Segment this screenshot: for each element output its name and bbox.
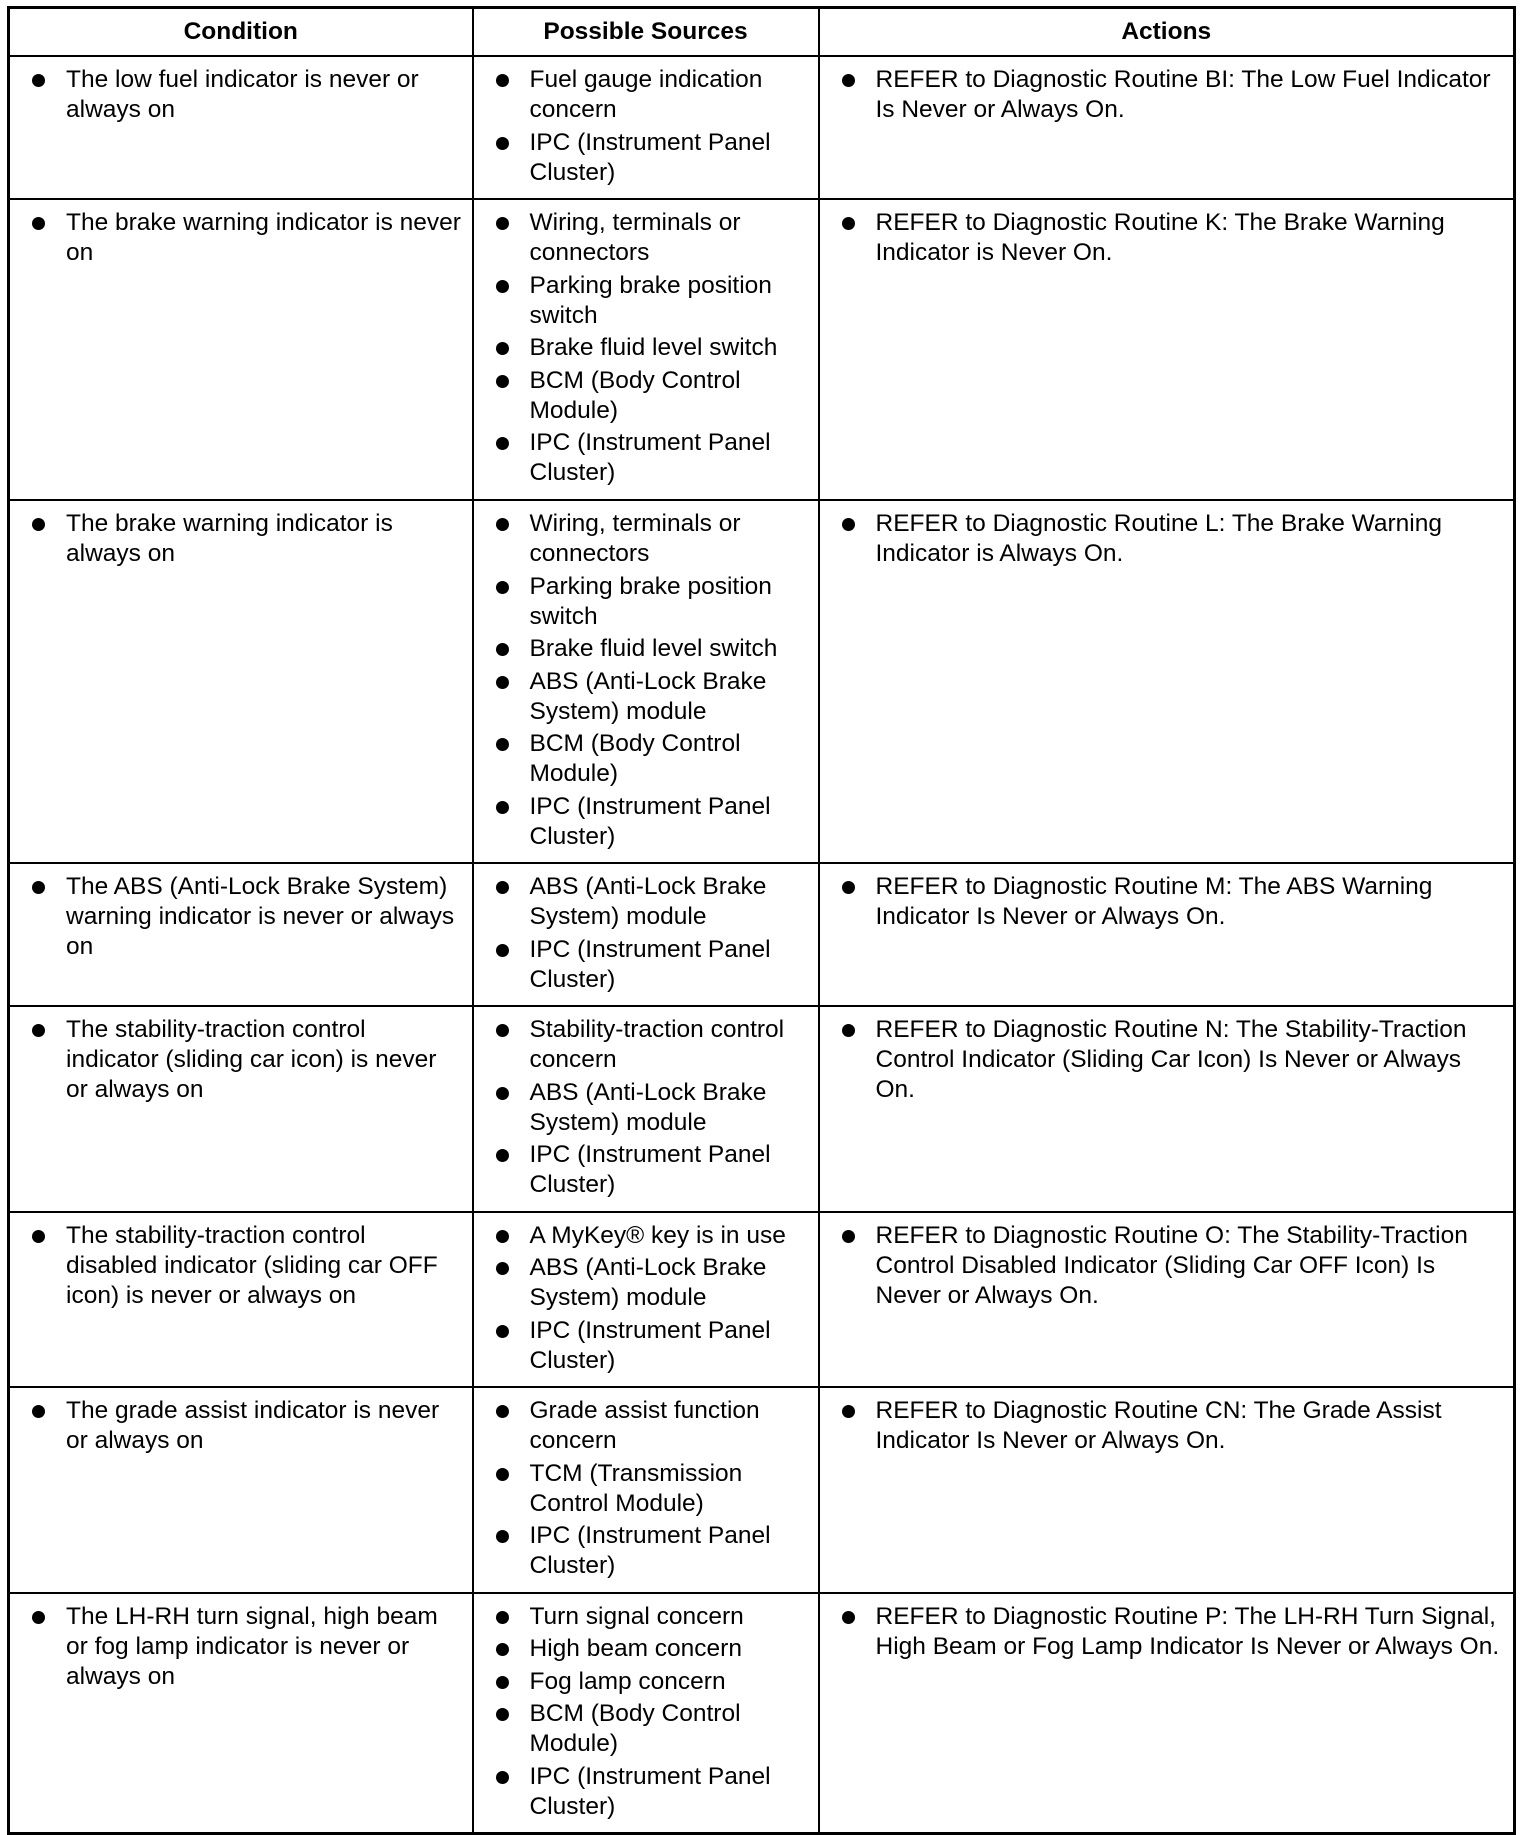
table-row (9, 863, 1515, 1006)
source-item: Turn signal concern (494, 1602, 810, 1632)
source-item: TCM (Transmission Control Module) (494, 1459, 810, 1519)
possible-sources-cell (473, 863, 819, 1006)
possible-sources-cell (473, 1387, 819, 1593)
sources-list (494, 1396, 810, 1581)
source-item: BCM (Body Control Module) (494, 366, 810, 426)
table-row (9, 56, 1515, 199)
diagnostic-table-container (7, 6, 1513, 1835)
header-possible-sources: Possible Sources (473, 8, 819, 57)
action-text: REFER to Diagnostic Routine M: The ABS Warning Indicator Is Never or Always On. (840, 872, 1506, 932)
action-list (840, 1015, 1506, 1105)
possible-sources-cell (473, 1212, 819, 1388)
action-list (840, 1396, 1506, 1456)
source-item: IPC (Instrument Panel Cluster) (494, 1762, 810, 1822)
condition-list (30, 1396, 464, 1456)
source-item: Fuel gauge indication concern (494, 65, 810, 125)
sources-list (494, 1015, 810, 1200)
condition-cell (9, 1593, 473, 1834)
header-actions: Actions (819, 8, 1515, 57)
action-cell (819, 1212, 1515, 1388)
possible-sources-cell (473, 1006, 819, 1212)
condition-text: The ABS (Anti-Lock Brake System) warning indicator is never or always on (30, 872, 464, 962)
action-cell (819, 1006, 1515, 1212)
table-row (9, 1387, 1515, 1593)
condition-text: The stability-traction control indicator (sliding car icon) is never or always on (30, 1015, 464, 1105)
possible-sources-cell (473, 500, 819, 863)
table-body (9, 56, 1515, 1834)
action-list (840, 208, 1506, 268)
condition-cell (9, 863, 473, 1006)
condition-cell (9, 500, 473, 863)
action-text: REFER to Diagnostic Routine CN: The Grade Assist Indicator Is Never or Always On. (840, 1396, 1506, 1456)
source-item: Brake fluid level switch (494, 634, 810, 664)
action-list (840, 872, 1506, 932)
sources-list (494, 872, 810, 995)
possible-sources-cell (473, 56, 819, 199)
action-cell (819, 199, 1515, 500)
source-item: IPC (Instrument Panel Cluster) (494, 428, 810, 488)
condition-list (30, 1602, 464, 1692)
condition-text: The LH-RH turn signal, high beam or fog lamp indicator is never or always on (30, 1602, 464, 1692)
condition-text: The brake warning indicator is never on (30, 208, 464, 268)
source-item: Wiring, terminals or connectors (494, 509, 810, 569)
table-row (9, 199, 1515, 500)
sources-list (494, 65, 810, 188)
table-row (9, 1006, 1515, 1212)
action-text: REFER to Diagnostic Routine K: The Brake Warning Indicator is Never On. (840, 208, 1506, 268)
diagnostic-table (7, 6, 1516, 1835)
source-item: IPC (Instrument Panel Cluster) (494, 1140, 810, 1200)
action-list (840, 65, 1506, 125)
sources-list (494, 1602, 810, 1822)
table-row (9, 1212, 1515, 1388)
condition-text: The grade assist indicator is never or always on (30, 1396, 464, 1456)
source-item: ABS (Anti-Lock Brake System) module (494, 1078, 810, 1138)
condition-list (30, 872, 464, 962)
source-item: Parking brake position switch (494, 271, 810, 331)
source-item: IPC (Instrument Panel Cluster) (494, 792, 810, 852)
condition-text: The stability-traction control disabled indicator (sliding car OFF icon) is never or always on (30, 1221, 464, 1311)
source-item: BCM (Body Control Module) (494, 729, 810, 789)
condition-list (30, 509, 464, 569)
condition-list (30, 65, 464, 125)
condition-list (30, 1221, 464, 1311)
action-cell (819, 56, 1515, 199)
source-item: High beam concern (494, 1634, 810, 1664)
action-cell (819, 863, 1515, 1006)
source-item: ABS (Anti-Lock Brake System) module (494, 1253, 810, 1313)
source-item: IPC (Instrument Panel Cluster) (494, 1521, 810, 1581)
source-item: Stability-traction control concern (494, 1015, 810, 1075)
possible-sources-cell (473, 199, 819, 500)
condition-cell (9, 1212, 473, 1388)
header-condition: Condition (9, 8, 473, 57)
condition-text: The low fuel indicator is never or always on (30, 65, 464, 125)
source-item: A MyKey® key is in use (494, 1221, 810, 1251)
action-list (840, 1602, 1506, 1662)
action-text: REFER to Diagnostic Routine P: The LH-RH Turn Signal, High Beam or Fog Lamp Indicator Is Never or Always On. (840, 1602, 1506, 1662)
sources-list (494, 509, 810, 852)
table-header-row (9, 8, 1515, 57)
action-cell (819, 1593, 1515, 1834)
source-item: Wiring, terminals or connectors (494, 208, 810, 268)
condition-cell (9, 199, 473, 500)
condition-list (30, 1015, 464, 1105)
table-row (9, 500, 1515, 863)
action-text: REFER to Diagnostic Routine O: The Stability-Traction Control Disabled Indicator (Sliding Car OFF Icon) Is Never or Always On. (840, 1221, 1506, 1311)
action-cell (819, 1387, 1515, 1593)
condition-cell (9, 1387, 473, 1593)
condition-list (30, 208, 464, 268)
action-list (840, 509, 1506, 569)
sources-list (494, 208, 810, 488)
source-item: Brake fluid level switch (494, 333, 810, 363)
source-item: BCM (Body Control Module) (494, 1699, 810, 1759)
condition-text: The brake warning indicator is always on (30, 509, 464, 569)
action-text: REFER to Diagnostic Routine BI: The Low Fuel Indicator Is Never or Always On. (840, 65, 1506, 125)
condition-cell (9, 56, 473, 199)
source-item: IPC (Instrument Panel Cluster) (494, 1316, 810, 1376)
condition-cell (9, 1006, 473, 1212)
source-item: Grade assist function concern (494, 1396, 810, 1456)
possible-sources-cell (473, 1593, 819, 1834)
action-cell (819, 500, 1515, 863)
action-text: REFER to Diagnostic Routine L: The Brake Warning Indicator is Always On. (840, 509, 1506, 569)
source-item: Fog lamp concern (494, 1667, 810, 1697)
source-item: IPC (Instrument Panel Cluster) (494, 935, 810, 995)
source-item: Parking brake position switch (494, 572, 810, 632)
table-row (9, 1593, 1515, 1834)
source-item: ABS (Anti-Lock Brake System) module (494, 872, 810, 932)
sources-list (494, 1221, 810, 1376)
action-text: REFER to Diagnostic Routine N: The Stability-Traction Control Indicator (Sliding Car Icon) Is Never or Always On. (840, 1015, 1506, 1105)
source-item: ABS (Anti-Lock Brake System) module (494, 667, 810, 727)
action-list (840, 1221, 1506, 1311)
source-item: IPC (Instrument Panel Cluster) (494, 128, 810, 188)
